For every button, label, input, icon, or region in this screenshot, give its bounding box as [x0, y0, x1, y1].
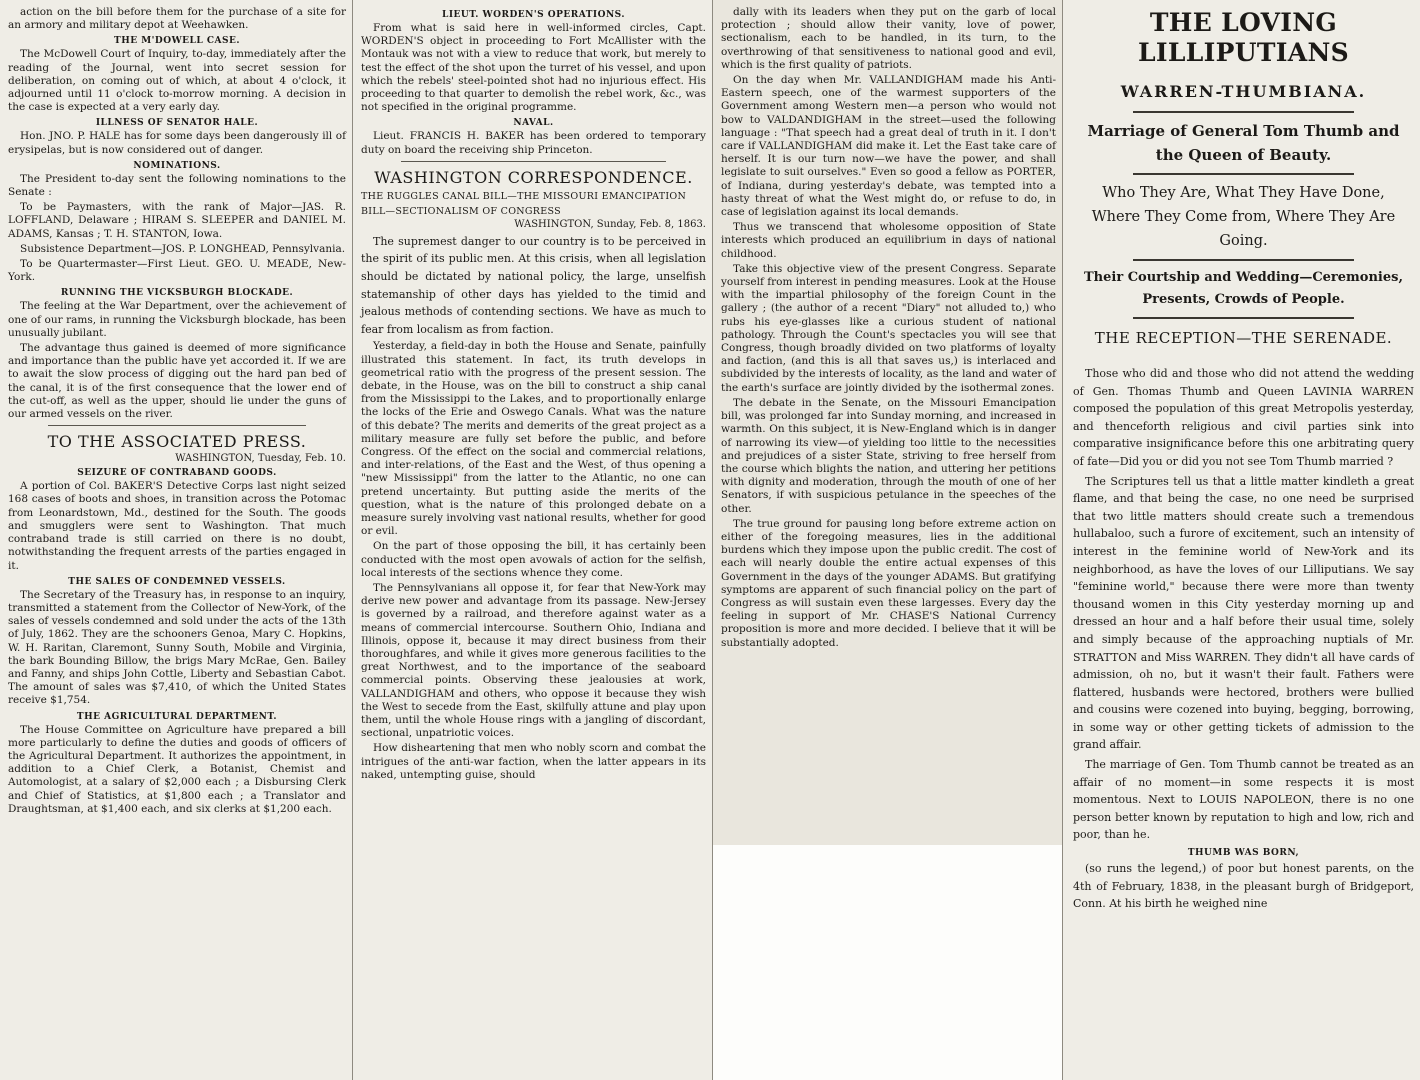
paragraph: The feeling at the War Department, over the achievement of one of our rams, in running the Vicksburgh blockade, has been unusually jubilant. [8, 300, 346, 339]
paragraph: (so runs the legend,) of poor but honest parents, on the 4th of February, 1838, in the pleasant burgh of Bridgeport, Conn. At his birth he weighed nine [1073, 862, 1414, 911]
section-heading: LIEUT. WORDEN'S OPERATIONS. [442, 10, 625, 20]
column-1 [0, 0, 352, 1080]
paragraph: Thus we transcend that wholesome opposition of State interests which produced an equilibrium in days of national childhood. [721, 221, 1056, 260]
paragraph: A portion of Col. BAKER'S Detective Corps last night seized 168 cases of boots and shoes, in transition across the Potomac from Leonardstown, Md., destined for the South. The goods and smugglers were sent to Washington. That much contraband trade is still carried on there is no doubt, notwithstanding the frequent arrests of the parties engaged in it. [8, 480, 346, 572]
paragraph: dally with its leaders when they put on the garb of local protection ; should allow their vanity, love of power, sectionalism, each to be handled, in its turn, to the overthrowing of that sensitiveness to national good and evil, which is the first quality of patriots. [721, 6, 1056, 71]
dateline: WASHINGTON, Sunday, Feb. 8, 1863. [514, 218, 706, 230]
article-subtitle: WARREN-THUMBIANA. [1120, 82, 1367, 101]
divider [1133, 259, 1354, 261]
paragraph: Lieut. FRANCIS H. BAKER has been ordered to temporary duty on board the receiving ship Princeton. [361, 130, 706, 156]
paragraph: The McDowell Court of Inquiry, to-day, immediately after the reading of the Journal, went into secret session for deliberation, on coming out of which, at about 4 o'clock, it adjourned until 11 o'clock to-morrow morning. A decision in the case is expected at a very early day. [8, 48, 346, 114]
article-title: THE LOVING LILLIPUTIANS [1138, 8, 1349, 67]
paragraph: The Scriptures tell us that a little matter kindleth a great flame, and that being the case, no one need be surprised that two little matters should create such a tremendous hullabaloo, such a furore of excitement, such an intensity of interest in the feminine world of New-York and its neighborhood, as have the loves of our Lilliputians. We say "feminine world," because there were more than twenty thousand women in this City yesterday morning up and dressed an hour and a half before their usual time, solely and simply because of the approaching nuptials of Mr. STRATTON and Miss WARREN. They didn't all have cards of admission, oh no, but it wasn't their fault. Fathers were flattered, husbands were hectored, brothers were bullied and cousins were cozened into buying, begging, borrowing, in some way or other getting tickets of admission to the grand affair. [1073, 474, 1414, 752]
paragraph: Take this objective view of the present Congress. Separate yourself from interest in pending measures. Look at the House with the impartial philosophy of the foreign Count in the gallery ; (the author of a recent "Diary" not alluded to,) who rubs his eye-glasses like a curious student of national pathology. Through the Count's spectacles you will see that Congress, though broadly divided on two platforms of loyalty and faction, (and this is all that saves us,) is interlaced and subdivided by the interests of locality, as the land and water of the earth's surface are jointly divided by the isothermal zones. [721, 262, 1056, 394]
section-heading: THE M'DOWELL CASE. [114, 36, 240, 47]
paragraph: Subsistence Department—JOS. P. LONGHEAD, Pennsylvania. [20, 242, 346, 255]
column-4 [1062, 0, 1420, 1080]
section-heading: SEIZURE OF CONTRABAND GOODS. [77, 468, 277, 479]
blank-area [712, 845, 1063, 1080]
section-title: WASHINGTON CORRESPONDENCE. [374, 167, 693, 187]
article-deck: Their Courtship and Wedding—Ceremonies, Presents, Crowds of People. [1084, 270, 1403, 307]
paragraph: Hon. JNO. P. HALE has for some days been dangerously ill of erysipelas, but is now considered out of danger. [8, 130, 346, 156]
divider [1133, 173, 1354, 175]
paragraph: The President to-day sent the following nominations to the Senate : [8, 172, 346, 199]
paragraph: The Secretary of the Treasury has, in response to an inquiry, transmitted a statement from the Collector of New-York, of the sales of vessels condemned and sold under the acts of the 13th of July, 1862. They are the schooners Genoa, Mary C. Hopkins, W. H. Raritan, Claremont, Sunny South, Mobile and Virginia, the bark Bounding Billow, the brigs Mary McRae, Gen. Bailey and Fanny, and ships John Cottle, Liberty and Sebastian Cabot. The amount of sales was $7,410, of which the United States receive $1,754. [8, 588, 346, 707]
section-heading: THE AGRICULTURAL DEPARTMENT. [76, 711, 278, 722]
paragraph: Yesterday, a field-day in both the House and Senate, painfully illustrated this statement. In fact, its truth develops in geometrical ratio with the progress of the present session. The debate, in the House, was on the bill to construct a ship canal from the Mississippi to the Lakes, and to proportionally enlarge the locks of the Erie and Oswego Canals. What was the nature of this debate? The merits and demerits of the great project as a military measure are fully set before the public, and before Congress. Of the effect on the social and commercial relations, and inter-relations, of the East and the West, of thus opening a "new Mississippi" from the latter to the Atlantic, no one can pretend uncertainty. But putting aside the merits of the question, what is the nature of this prolonged debate on a measure surely involving vast national results, whether for good or evil. [361, 340, 706, 538]
paragraph: The House Committee on Agriculture have prepared a bill more particularly to define the duties and goods of officers of the Agricultural Department. It authorizes the appointment, in addition to a Chief Clerk, a Botanist, Chemist and Automologist, at a salary of $2,000 each ; a Disbursing Clerk and Chief of Statistics, at $1,800 each ; a Translator and Draughtsman, at $1,400 each, and six clerks at $1,200 each. [8, 723, 346, 815]
section-heading: ILLNESS OF SENATOR HALE. [95, 118, 259, 129]
paragraph: On the day when Mr. VALLANDIGHAM made his Anti-Eastern speech, one of the warmest supporters of the Government among Western men—a person who would not bow to VALDANDIGHAM in the street—used the following language : "That speech had a great deal of truth in it. I don't care if VALLANDIGHAM did make it. Let the East take care of herself. It is our turn now—we have the power, and shall legislate to suit ourselves." Even so good a fellow as PORTER, of Indiana, during yesterday's debate, was tempted into a hasty threat of what the West might do, or refuse to do, in case of legislation against its local demands. [721, 74, 1056, 219]
paragraph: The true ground for pausing long before extreme action on either of the foregoing measures, lies in the additional burdens which they impose upon the public credit. The cost of each will nearly double the entire actual expenses of this Government in the days of the younger ADAMS. But gratifying symptoms are apparent of such financial policy on the part of Congress as will sustain even these largesses. Every day the feeling in support of Mr. CHASE'S National Currency proposition is more and more decided. I believe that it will be substantially adopted. [721, 517, 1056, 649]
divider [48, 425, 306, 426]
article-deck: Who They Are, What They Have Done, Where They Come from, Where They Are Going. [1091, 185, 1396, 249]
paragraph: action on the bill before them for the purchase of a site for an armory and military depot at Weehawken. [8, 6, 346, 32]
section-heading: NAVAL. [513, 118, 554, 129]
paragraph: The supremest danger to our country is to be perceived in the spirit of its public men. At this crisis, when all legislation should be dictated by national policy, the large, unselfish statemanship of other days has yielded to the timid and jealous methods of contending sections. We have as much to fear from localism as from faction. [361, 234, 706, 336]
article-deck: Marriage of General Tom Thumb and the Queen of Beauty. [1087, 122, 1400, 164]
article-subhead: THE RUGGLES CANAL BILL—THE MISSOURI EMANCIPATION BILL—SECTIONALISM OF CONGRESS [361, 190, 687, 217]
divider [1133, 111, 1354, 113]
paragraph: The debate in the Senate, on the Missouri Emancipation bill, was prolonged far into Sunday morning, and increased in warmth. On this subject, it is New-England which is in danger of narrowing its view—of yielding too little to the necessities and prejudices of a sister State, striving to free herself from the course which blights the nation, and uttering her petitions with dignity and moderation, through the mouth of one of her Senators, if with suspicious petulance in the speeches of the other. [721, 396, 1056, 515]
paragraph: To be Quartermaster—First Lieut. GEO. U. MEADE, New-York. [8, 258, 346, 284]
section-heading: RUNNING THE VICKSBURGH BLOCKADE. [60, 288, 294, 299]
divider [401, 161, 666, 162]
paragraph: The advantage thus gained is deemed of more significance and importance than the public have yet accorded it. If we are to await the slow process of digging out the hard pan bed of the canal, it is of the first consequence that the lower end of the cut-off, as well as the upper, should lie under the guns of our armed vessels on the river. [8, 342, 346, 421]
column-2 [352, 0, 712, 1080]
paragraph: To be Paymasters, with the rank of Major—JAS. R. LOFFLAND, Delaware ; HIRAM S. SLEEPER and DANIEL M. ADAMS, Kansas ; T. H. STANTON, Iowa. [8, 201, 346, 240]
article-deck: THE RECEPTION—THE SERENADE. [1094, 329, 1393, 347]
divider [1133, 317, 1354, 319]
paragraph: The marriage of Gen. Tom Thumb cannot be treated as an affair of no moment—in some respects it is most momentous. Next to LOUIS NAPOLEON, there is no one person better known by reputation to high and low, rich and poor, than he. [1073, 758, 1414, 842]
dateline: WASHINGTON, Tuesday, Feb. 10. [175, 453, 346, 465]
section-title: TO THE ASSOCIATED PRESS. [47, 432, 307, 452]
section-heading: THUMB WAS BORN, [1187, 848, 1300, 859]
paragraph: Those who did and those who did not attend the wedding of Gen. Thomas Thumb and Queen LAVINIA WARREN composed the population of this great Metropolis yesterday, and thenceforth religious and civil parties sink into comparative insignificance before this one arbitrating query of fate—Did you or did you not see Tom Thumb married ? [1073, 367, 1414, 468]
paragraph: On the part of those opposing the bill, it has certainly been conducted with the most open avowals of action for the selfish, local interests of the sections whence they come. [361, 540, 706, 579]
paragraph: How disheartening that men who nobly scorn and combat the intrigues of the anti-war faction, when the latter appears in its naked, untempting guise, should [361, 742, 706, 781]
section-heading: THE SALES OF CONDEMNED VESSELS. [68, 576, 286, 587]
paragraph: From what is said here in well-informed circles, Capt. WORDEN'S object in proceeding to Fort McAllister with the Montauk was not with a view to reduce that work, but merely to test the effect of the shot upon the turret of his vessel, and upon which the rebels' steel-pointed shot had no injurious effect. His proceeding to that quarter to demolish the rebel work, &c., was not specified in the original programme. [361, 22, 706, 114]
column-3 [712, 0, 1062, 845]
section-heading: NOMINATIONS. [133, 160, 221, 171]
paragraph: The Pennsylvanians all oppose it, for fear that New-York may derive new power and advantage from its passage. New-Jersey is governed by a railroad, and therefore against water as a means of commercial intercourse. Southern Ohio, Indiana and Illinois, oppose it, because it may direct business from their thoroughfares, and while it gives more generous facilities to the great Northwest, and to the importance of the seaboard commercial points. Observing these jealousies at work, VALLANDIGHAM and others, who oppose it because they wish the West to secede from the East, skilfully attune and play upon them, until the whole House rings with a jangling of discordant, sectional, unpatriotic voices. [361, 582, 706, 740]
